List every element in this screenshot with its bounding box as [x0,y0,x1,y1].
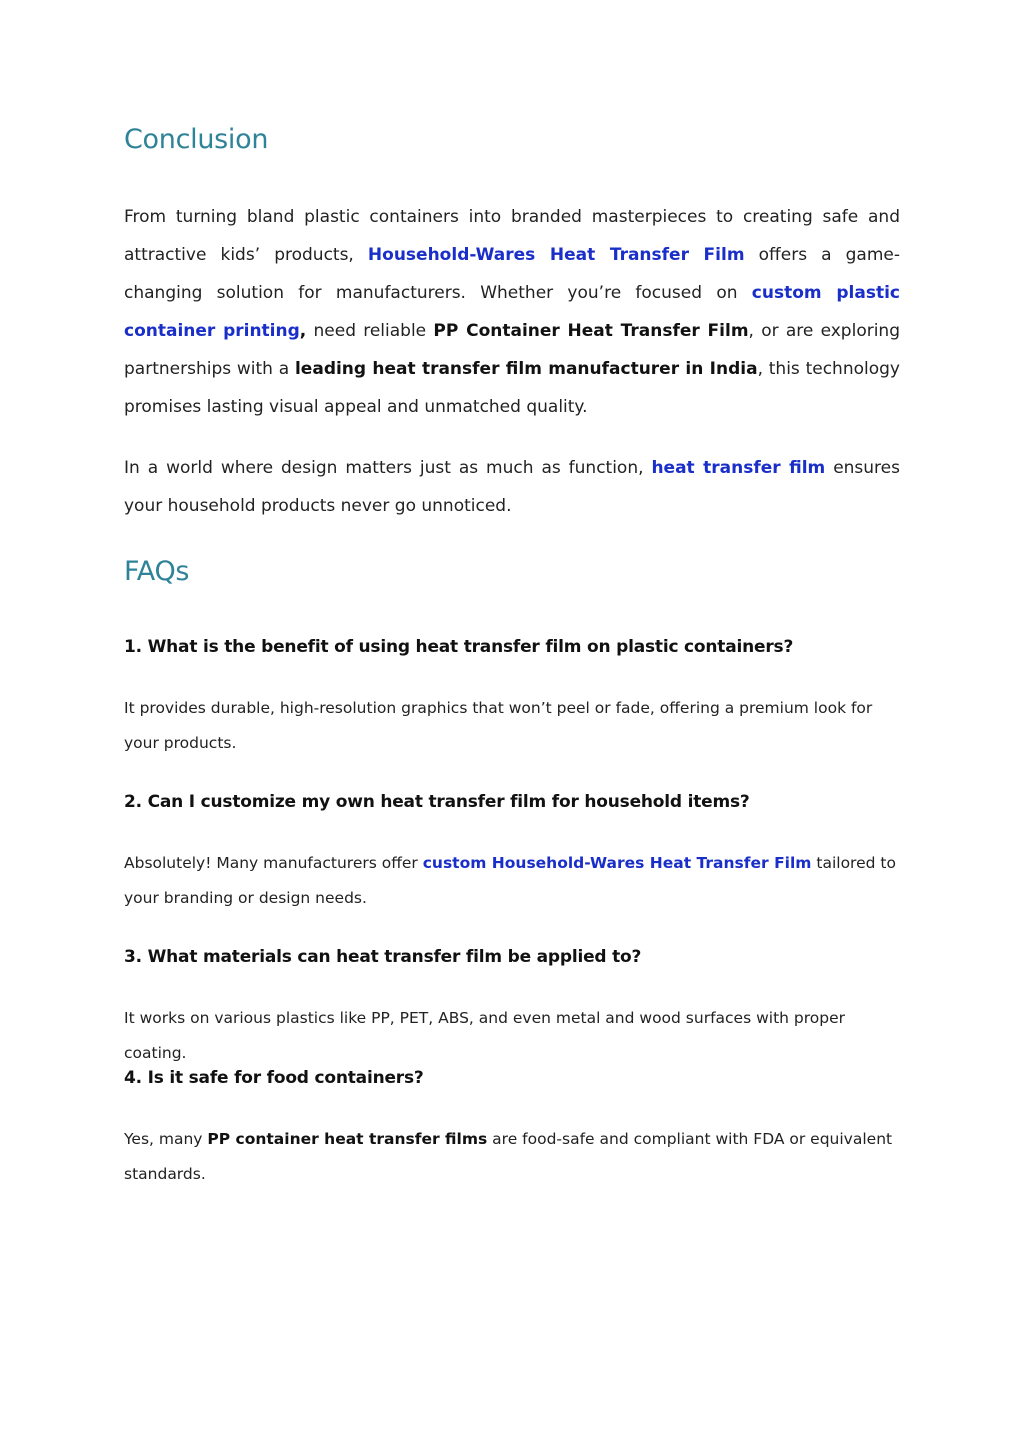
faqs-heading: FAQs [124,556,190,587]
heat-transfer-film-link[interactable]: heat transfer film [651,458,826,478]
custom-plastic-printing-link[interactable]: custom plastic container printing [124,283,900,341]
conclusion-heading: Conclusion [124,124,269,155]
custom-household-film-link[interactable]: custom Household-Wares Heat Transfer Film [422,854,812,872]
pp-container-film-bold: PP Container Heat Transfer Film [433,321,749,341]
pp-container-films-bold: PP container heat transfer films [207,1130,488,1148]
conclusion-paragraph-1: From turning bland plastic containers into branded masterpieces to creating safe and attractive kids’ products, Household-Wares Heat Transfer Film offers a game-changing solution for manufacturers. Whether you’re focused on custom plastic container printing, need reliable PP Container Heat Transfer Film, or are exploring partnerships with a leading heat transfer film manufacturer in India, this technology promises lasting visual appeal and unmatched quality. [124,207,900,417]
faq-answer-2: Absolutely! Many manufacturers offer custom Household-Wares Heat Transfer Film tailored to your branding or design needs. [124,854,896,907]
household-wares-film-link[interactable]: Household-Wares Heat Transfer Film [367,245,745,265]
faq-answer-4: Yes, many PP container heat transfer films are food-safe and compliant with FDA or equivalent standards. [124,1130,893,1183]
leading-manufacturer-bold: leading heat transfer film manufacturer in India [294,359,758,379]
faq-answer-1: It provides durable, high-resolution graphics that won’t peel or fade, offering a premium look for your products. [124,699,873,752]
faq-question-1: 1. What is the benefit of using heat transfer film on plastic containers? [124,637,794,657]
faq-answer-3: It works on various plastics like PP, PET, ABS, and even metal and wood surfaces with proper coating. [124,1009,845,1062]
faq-question-3: 3. What materials can heat transfer film be applied to? [124,947,642,967]
faq-question-2: 2. Can I customize my own heat transfer film for household items? [124,792,750,812]
conclusion-paragraph-2: In a world where design matters just as much as function, heat transfer film ensures your household products never go unnoticed. [124,458,900,516]
faq-question-4: 4. Is it safe for food containers? [124,1068,424,1088]
